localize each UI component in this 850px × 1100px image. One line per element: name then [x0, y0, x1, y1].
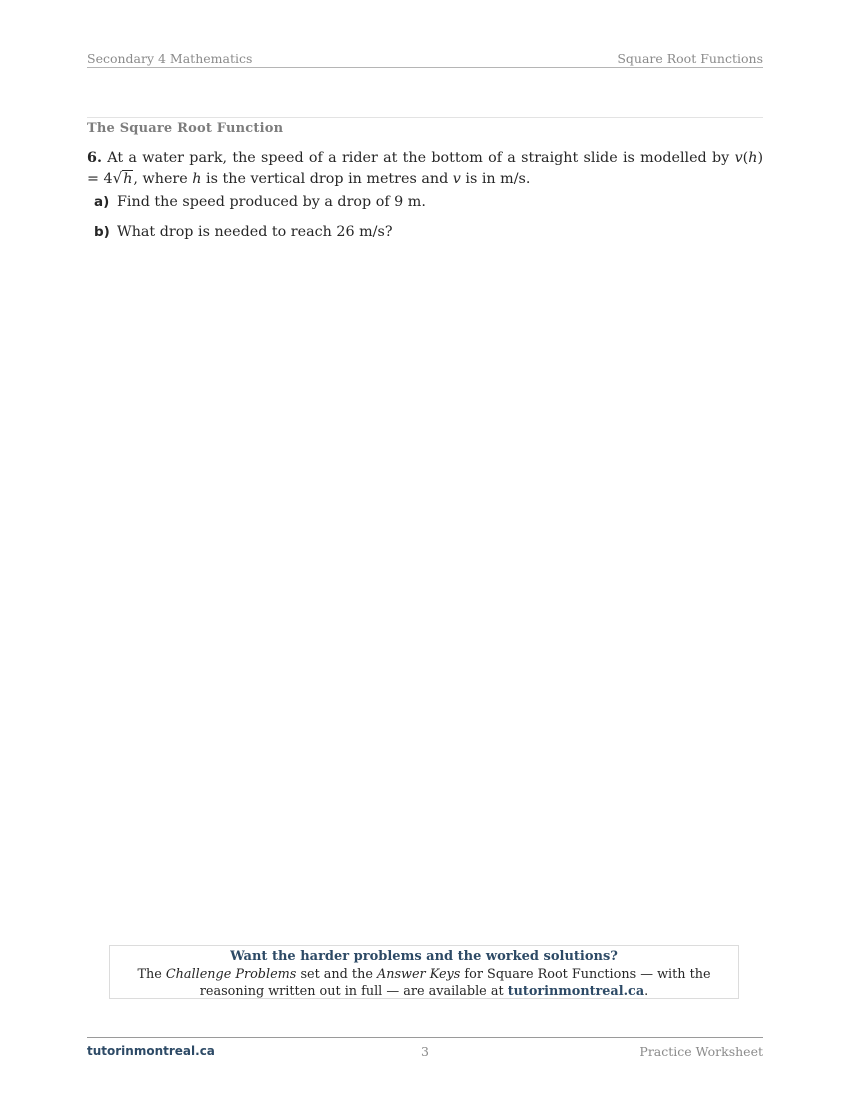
problem-text-1: At a water park, the speed of a rider at the bottom of a straight slide is modelled by [107, 150, 730, 166]
promo-title: Want the harder problems and the worked solutions? [230, 949, 618, 964]
page-number: 3 [421, 1044, 429, 1059]
page-header [87, 50, 763, 68]
part-a [94, 192, 754, 222]
problem-text-3: is the vertical drop in metres and [206, 171, 449, 187]
page-footer [87, 1037, 763, 1062]
square-root-symbol: √h [112, 169, 133, 187]
footer-document-type: Practice Worksheet [639, 1044, 763, 1059]
header-course: Secondary 4 Mathematics [87, 51, 253, 66]
part-b [94, 222, 754, 252]
variable-v: v [452, 171, 461, 187]
problem-statement [87, 148, 763, 189]
part-b-label: b) [94, 224, 110, 240]
promo-site-link[interactable]: tutorinmontreal.ca [507, 984, 645, 999]
problem-text-2: where [142, 171, 188, 187]
part-a-text: Find the speed produced by a drop of 9 m. [117, 194, 426, 210]
promo-body: The Challenge Problems set and the Answer Keys for Square Root Functions — with the reasoning written out in full — are available at tutorinmontreal.ca. [137, 967, 711, 999]
formula: v(h) = 4√h, [87, 150, 764, 187]
footer-site-link[interactable]: tutorinmontreal.ca [87, 1044, 215, 1058]
problem-text-4: is in m/s. [465, 171, 531, 187]
promo-box [109, 945, 739, 999]
section-title: The Square Root Function [87, 121, 284, 136]
header-topic: Square Root Functions [617, 51, 763, 66]
part-b-text: What drop is needed to reach 26 m/s? [117, 224, 393, 240]
variable-h: h [192, 171, 202, 187]
section-divider [87, 117, 763, 118]
problem-number: 6. [87, 150, 102, 166]
answer-keys-label: Answer Keys [376, 967, 461, 982]
problem-parts [94, 192, 754, 252]
challenge-problems-label: Challenge Problems [165, 967, 297, 982]
part-a-label: a) [94, 194, 110, 210]
